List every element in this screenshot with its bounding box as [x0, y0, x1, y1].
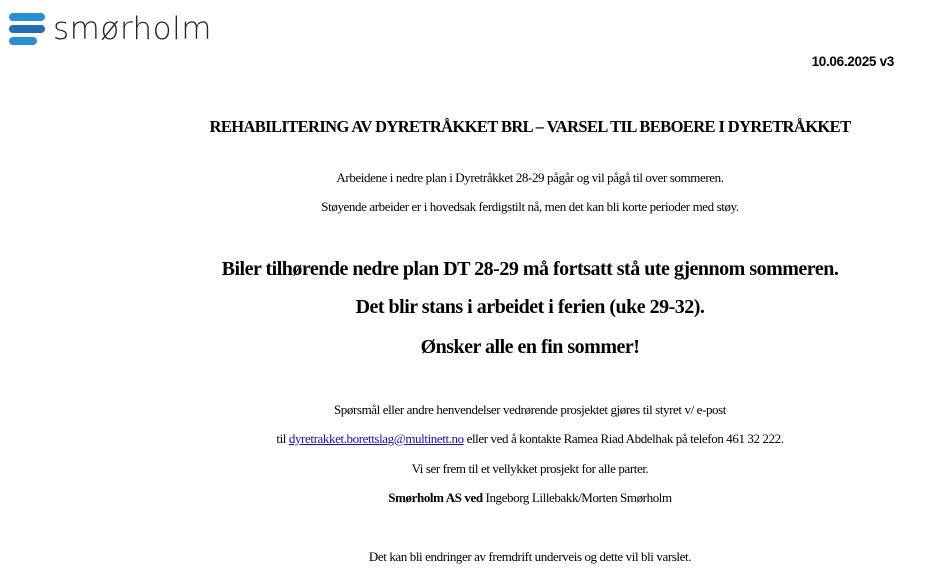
- highlight-line-3: Ønsker alle en fin sommer!: [420, 336, 640, 358]
- contact-suffix: eller ved å kontakte Ramea Riad Abdelhak på telefon 461 32 222.: [466, 431, 784, 446]
- highlight-line-2: Det blir stans i arbeidet i ferien (uke 29-32).: [355, 296, 705, 318]
- logo-bar-middle: [9, 25, 45, 33]
- logo-bar-top: [9, 13, 45, 21]
- signature-line: [0, 490, 933, 506]
- notice-title: REHABILITERING AV DYRETRÅKKET BRL – VARSEL TIL BEBOERE I DYRETRÅKKET: [209, 117, 851, 136]
- contact-line-1: Spørsmål eller andre henvendelser vedrørende prosjektet gjøres til styret v/ e-post: [333, 402, 727, 417]
- wishes-line: Vi ser frem til et vellykket prosjekt for alle parter.: [411, 461, 649, 476]
- signature-company: Smørholm AS ved: [388, 490, 483, 505]
- document-date-version: 10.06.2025 v3: [811, 54, 894, 69]
- highlight-line-1: Biler tilhørende nedre plan DT 28-29 må fortsatt stå ute gjennom sommeren.: [221, 258, 839, 280]
- company-logo: [9, 10, 212, 47]
- contact-email-link[interactable]: dyretrakket.borettslag@multinett.no: [288, 431, 464, 446]
- logo-bar-bottom: [9, 37, 37, 45]
- contact-line-2: [0, 431, 933, 447]
- logo-wordmark: smørholm: [53, 10, 212, 47]
- contact-prefix: til: [276, 431, 286, 446]
- signature-names: Ingeborg Lillebakk/Morten Smørholm: [485, 490, 672, 505]
- logo-mark-icon: [9, 13, 45, 45]
- intro-line-2: Støyende arbeider er i hovedsak ferdigstilt nå, men det kan bli korte perioder med støy.: [321, 199, 739, 214]
- intro-line-1: Arbeidene i nedre plan i Dyretråkket 28-29 pågår og vil pågå til over sommeren.: [336, 170, 724, 185]
- footer-note: Det kan bli endringer av fremdrift underveis og dette vil bli varslet.: [368, 549, 692, 564]
